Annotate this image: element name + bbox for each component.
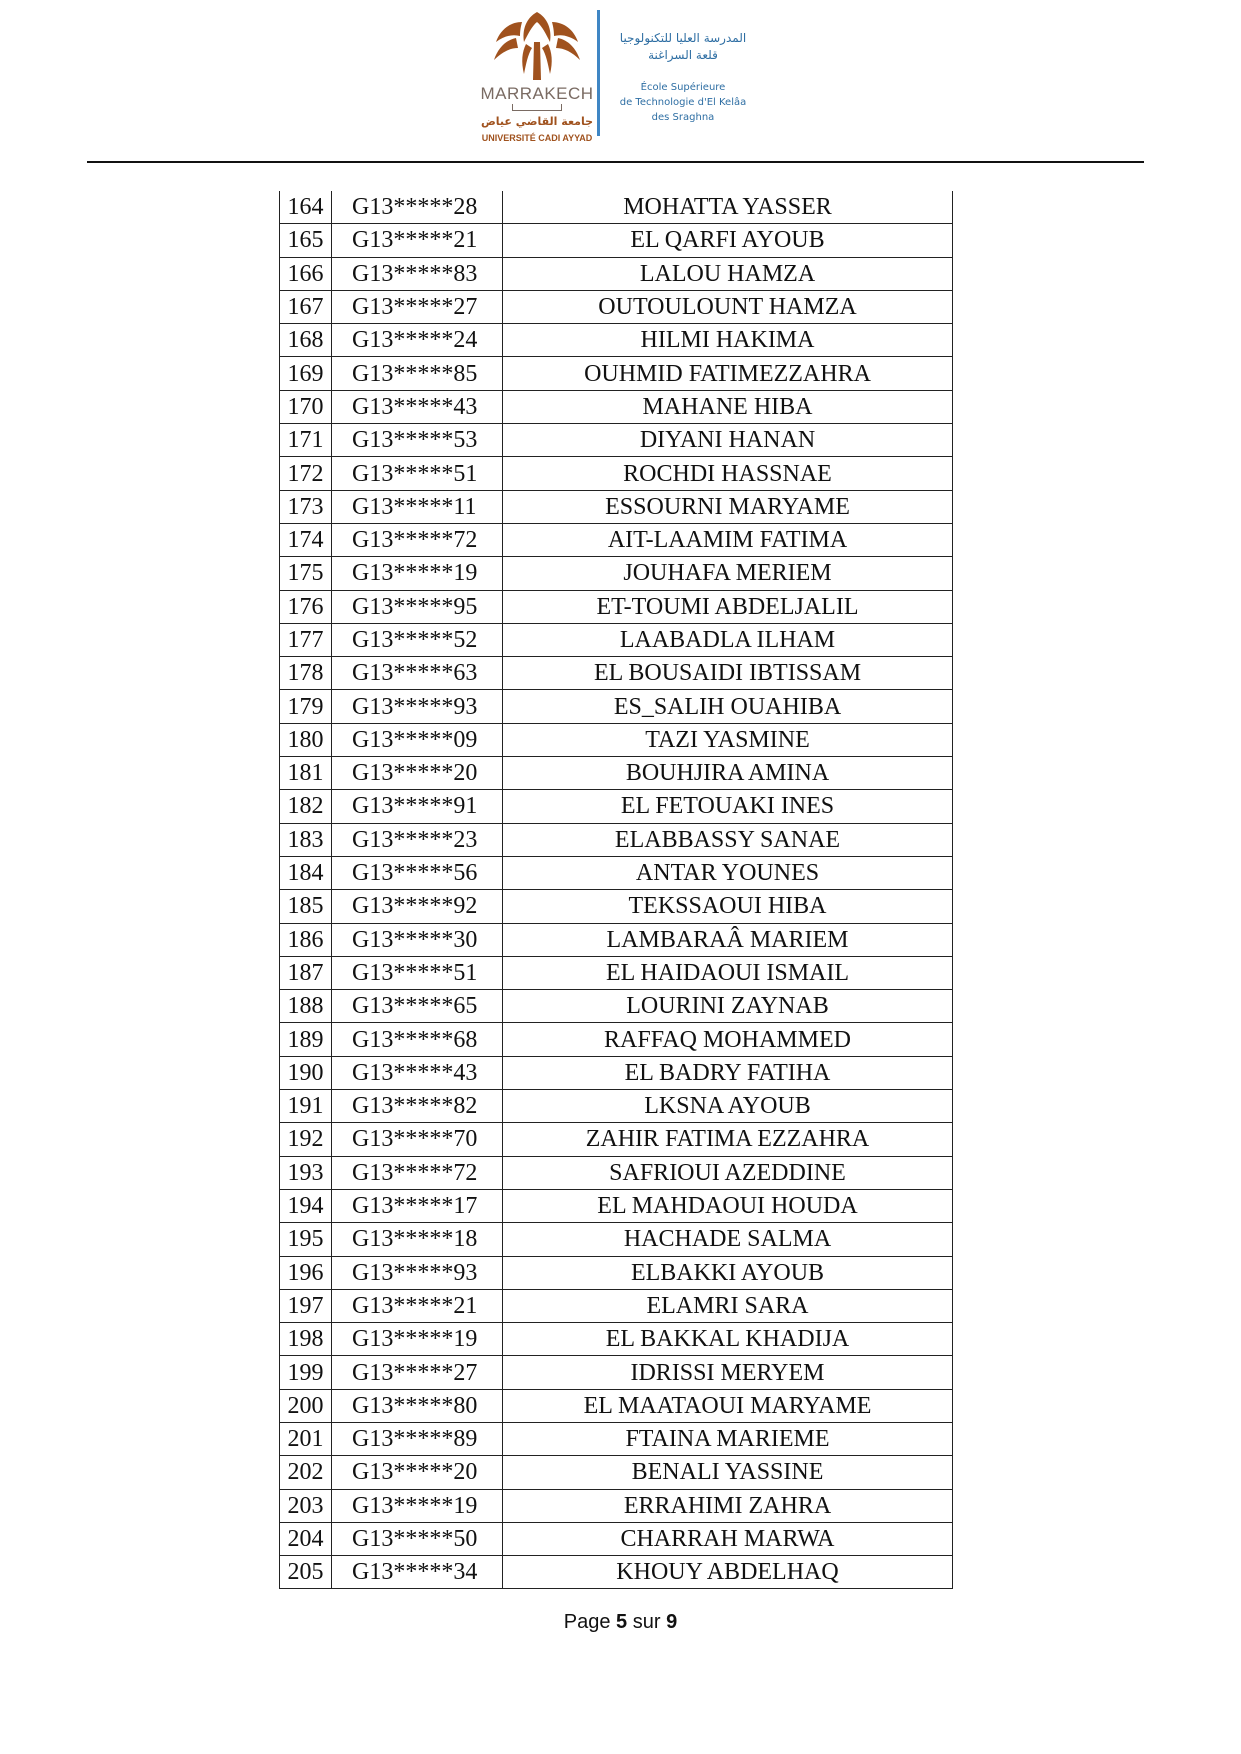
row-number-cell: 183: [280, 823, 332, 856]
table-row: [280, 1189, 953, 1222]
student-name-cell: EL BAKKAL KHADIJA: [503, 1323, 953, 1356]
student-id-cell: G13*****82: [332, 1090, 503, 1123]
student-id-cell: G13*****34: [332, 1556, 503, 1589]
student-id-cell: G13*****18: [332, 1223, 503, 1256]
student-name-cell: KHOUY ABDELHAQ: [503, 1556, 953, 1589]
student-id-cell: G13*****21: [332, 224, 503, 257]
student-id-cell: G13*****52: [332, 623, 503, 656]
table-row: [280, 290, 953, 323]
table-row: [280, 823, 953, 856]
student-name-cell: ES_SALIH OUAHIBA: [503, 690, 953, 723]
row-number-cell: 188: [280, 990, 332, 1023]
row-number-cell: 170: [280, 390, 332, 423]
row-number-cell: 204: [280, 1522, 332, 1555]
row-number-cell: 169: [280, 357, 332, 390]
university-name-arabic: جامعة القاضي عياض: [480, 115, 594, 128]
row-number-cell: 191: [280, 1090, 332, 1123]
university-name-french: UNIVERSITÉ CADI AYYAD: [481, 133, 593, 143]
student-id-cell: G13*****89: [332, 1422, 503, 1455]
student-id-cell: G13*****43: [332, 1056, 503, 1089]
student-name-cell: ELBAKKI AYOUB: [503, 1256, 953, 1289]
row-number-cell: 179: [280, 690, 332, 723]
school-name-arabic-line1: المدرسة العليا للتكنولوجيا: [619, 31, 747, 45]
row-number-cell: 173: [280, 490, 332, 523]
table-row: [280, 1123, 953, 1156]
student-name-cell: LAABADLA ILHAM: [503, 623, 953, 656]
page-separator: sur: [632, 1611, 661, 1633]
student-name-cell: OUHMID FATIMEZZAHRA: [503, 357, 953, 390]
table-row: [280, 890, 953, 923]
row-number-cell: 198: [280, 1323, 332, 1356]
table-row: [280, 623, 953, 656]
school-name-french-line3: des Sraghna: [651, 112, 715, 123]
table-row: [280, 490, 953, 523]
table-row: [280, 1422, 953, 1455]
row-number-cell: 172: [280, 457, 332, 490]
table-row: [280, 1556, 953, 1589]
table-row: [280, 790, 953, 823]
student-name-cell: ELABBASSY SANAE: [503, 823, 953, 856]
row-number-cell: 196: [280, 1256, 332, 1289]
row-number-cell: 177: [280, 623, 332, 656]
student-id-cell: G13*****51: [332, 457, 503, 490]
table-row: [280, 191, 953, 224]
student-name-cell: JOUHAFA MERIEM: [503, 557, 953, 590]
student-name-cell: BOUHJIRA AMINA: [503, 757, 953, 790]
student-id-cell: G13*****17: [332, 1189, 503, 1222]
student-name-cell: TAZI YASMINE: [503, 723, 953, 756]
table-row: [280, 657, 953, 690]
row-number-cell: 201: [280, 1422, 332, 1455]
row-number-cell: 199: [280, 1356, 332, 1389]
row-number-cell: 167: [280, 290, 332, 323]
student-id-cell: G13*****80: [332, 1389, 503, 1422]
student-name-cell: EL FETOUAKI INES: [503, 790, 953, 823]
student-name-cell: EL BADRY FATIHA: [503, 1056, 953, 1089]
school-name-french-line1: École Supérieure: [640, 82, 726, 93]
row-number-cell: 186: [280, 923, 332, 956]
student-id-cell: G13*****27: [332, 290, 503, 323]
student-name-cell: LOURINI ZAYNAB: [503, 990, 953, 1023]
student-name-cell: BENALI YASSINE: [503, 1456, 953, 1489]
student-list-table: [279, 191, 953, 1589]
student-name-cell: TEKSSAOUI HIBA: [503, 890, 953, 923]
table-row: [280, 1389, 953, 1422]
student-name-cell: ET-TOUMI ABDELJALIL: [503, 590, 953, 623]
student-id-cell: G13*****93: [332, 1256, 503, 1289]
student-id-cell: G13*****23: [332, 823, 503, 856]
row-number-cell: 178: [280, 657, 332, 690]
row-number-cell: 200: [280, 1389, 332, 1422]
school-name-block: [603, 30, 763, 125]
table-row: [280, 1056, 953, 1089]
student-name-cell: EL QARFI AYOUB: [503, 224, 953, 257]
row-number-cell: 176: [280, 590, 332, 623]
student-id-cell: G13*****65: [332, 990, 503, 1023]
row-number-cell: 203: [280, 1489, 332, 1522]
row-number-cell: 165: [280, 224, 332, 257]
table-row: [280, 856, 953, 889]
student-id-cell: G13*****92: [332, 890, 503, 923]
table-row: [280, 523, 953, 556]
student-name-cell: ANTAR YOUNES: [503, 856, 953, 889]
student-id-cell: G13*****20: [332, 1456, 503, 1489]
student-name-cell: EL HAIDAOUI ISMAIL: [503, 956, 953, 989]
row-number-cell: 197: [280, 1289, 332, 1322]
header-rule: [87, 161, 1144, 163]
table-row: [280, 1023, 953, 1056]
table-row: [280, 457, 953, 490]
row-number-cell: 164: [280, 191, 332, 224]
row-number-cell: 166: [280, 257, 332, 290]
current-page-number: 5: [616, 1611, 628, 1633]
student-name-cell: EL MAATAOUI MARYAME: [503, 1389, 953, 1422]
table-row: [280, 1256, 953, 1289]
table-row: [280, 424, 953, 457]
row-number-cell: 205: [280, 1556, 332, 1589]
table-row: [280, 324, 953, 357]
student-name-cell: DIYANI HANAN: [503, 424, 953, 457]
student-name-cell: SAFRIOUI AZEDDINE: [503, 1156, 953, 1189]
student-id-cell: G13*****19: [332, 1489, 503, 1522]
student-id-cell: G13*****30: [332, 923, 503, 956]
student-name-cell: ROCHDI HASSNAE: [503, 457, 953, 490]
logo-city-name: MARRAKECH: [480, 84, 594, 103]
student-id-cell: G13*****83: [332, 257, 503, 290]
student-name-cell: HILMI HAKIMA: [503, 324, 953, 357]
student-name-cell: ERRAHIMI ZAHRA: [503, 1489, 953, 1522]
student-name-cell: HACHADE SALMA: [503, 1223, 953, 1256]
row-number-cell: 195: [280, 1223, 332, 1256]
page-label: Page: [563, 1611, 611, 1633]
student-id-cell: G13*****19: [332, 1323, 503, 1356]
table-row: [280, 557, 953, 590]
student-id-cell: G13*****63: [332, 657, 503, 690]
student-name-cell: FTAINA MARIEME: [503, 1422, 953, 1455]
row-number-cell: 181: [280, 757, 332, 790]
row-number-cell: 194: [280, 1189, 332, 1222]
student-id-cell: G13*****51: [332, 956, 503, 989]
student-id-cell: G13*****50: [332, 1522, 503, 1555]
student-name-cell: RAFFAQ MOHAMMED: [503, 1023, 953, 1056]
table-row: [280, 1323, 953, 1356]
table-row: [280, 1356, 953, 1389]
row-number-cell: 187: [280, 956, 332, 989]
table-row: [280, 1522, 953, 1555]
student-id-cell: G13*****20: [332, 757, 503, 790]
table-row: [280, 224, 953, 257]
student-id-cell: G13*****70: [332, 1123, 503, 1156]
student-id-cell: G13*****93: [332, 690, 503, 723]
row-number-cell: 184: [280, 856, 332, 889]
table-row: [280, 1289, 953, 1322]
student-id-cell: G13*****68: [332, 1023, 503, 1056]
student-id-cell: G13*****56: [332, 856, 503, 889]
table-row: [280, 257, 953, 290]
table-row: [280, 390, 953, 423]
row-number-cell: 174: [280, 523, 332, 556]
student-name-cell: OUTOULOUNT HAMZA: [503, 290, 953, 323]
student-name-cell: LAMBARAÂ MARIEM: [503, 923, 953, 956]
total-pages-number: 9: [666, 1611, 678, 1633]
table-row: [280, 357, 953, 390]
student-name-cell: ZAHIR FATIMA EZZAHRA: [503, 1123, 953, 1156]
student-name-cell: ESSOURNI MARYAME: [503, 490, 953, 523]
row-number-cell: 189: [280, 1023, 332, 1056]
table-row: [280, 923, 953, 956]
row-number-cell: 193: [280, 1156, 332, 1189]
student-id-cell: G13*****43: [332, 390, 503, 423]
row-number-cell: 202: [280, 1456, 332, 1489]
row-number-cell: 192: [280, 1123, 332, 1156]
row-number-cell: 182: [280, 790, 332, 823]
student-id-cell: G13*****72: [332, 523, 503, 556]
table-row: [280, 1456, 953, 1489]
table-row: [280, 757, 953, 790]
student-id-cell: G13*****95: [332, 590, 503, 623]
row-number-cell: 175: [280, 557, 332, 590]
student-list-body: [280, 191, 953, 1589]
table-row: [280, 690, 953, 723]
student-id-cell: G13*****11: [332, 490, 503, 523]
student-name-cell: CHARRAH MARWA: [503, 1522, 953, 1555]
student-name-cell: LALOU HAMZA: [503, 257, 953, 290]
student-name-cell: EL BOUSAIDI IBTISSAM: [503, 657, 953, 690]
student-name-cell: EL MAHDAOUI HOUDA: [503, 1189, 953, 1222]
student-name-cell: MAHANE HIBA: [503, 390, 953, 423]
row-number-cell: 168: [280, 324, 332, 357]
school-name-arabic-line2: قلعة السراغنة: [648, 48, 718, 62]
student-name-cell: IDRISSI MERYEM: [503, 1356, 953, 1389]
page-footer: [0, 1611, 1241, 1634]
school-name-french-line2: de Technologie d'El Kelâa: [619, 97, 747, 108]
student-name-cell: LKSNA AYOUB: [503, 1090, 953, 1123]
student-id-cell: G13*****27: [332, 1356, 503, 1389]
table-row: [280, 1223, 953, 1256]
student-id-cell: G13*****85: [332, 357, 503, 390]
student-id-cell: G13*****09: [332, 723, 503, 756]
student-id-cell: G13*****21: [332, 1289, 503, 1322]
student-id-cell: G13*****24: [332, 324, 503, 357]
student-name-cell: ELAMRI SARA: [503, 1289, 953, 1322]
table-row: [280, 590, 953, 623]
table-row: [280, 990, 953, 1023]
table-row: [280, 1090, 953, 1123]
palm-tree-logo-icon: [486, 8, 588, 84]
table-row: [280, 1489, 953, 1522]
row-number-cell: 171: [280, 424, 332, 457]
document-header: [0, 0, 1241, 150]
table-row: [280, 1156, 953, 1189]
student-id-cell: G13*****28: [332, 191, 503, 224]
university-logo: [478, 8, 596, 142]
row-number-cell: 180: [280, 723, 332, 756]
header-divider: [597, 10, 600, 136]
row-number-cell: 190: [280, 1056, 332, 1089]
student-id-cell: G13*****53: [332, 424, 503, 457]
student-name-cell: AIT-LAAMIM FATIMA: [503, 523, 953, 556]
student-id-cell: G13*****19: [332, 557, 503, 590]
row-number-cell: 185: [280, 890, 332, 923]
student-name-cell: MOHATTA YASSER: [503, 191, 953, 224]
table-row: [280, 723, 953, 756]
student-id-cell: G13*****91: [332, 790, 503, 823]
table-row: [280, 956, 953, 989]
student-id-cell: G13*****72: [332, 1156, 503, 1189]
logo-bracket: [512, 104, 562, 111]
